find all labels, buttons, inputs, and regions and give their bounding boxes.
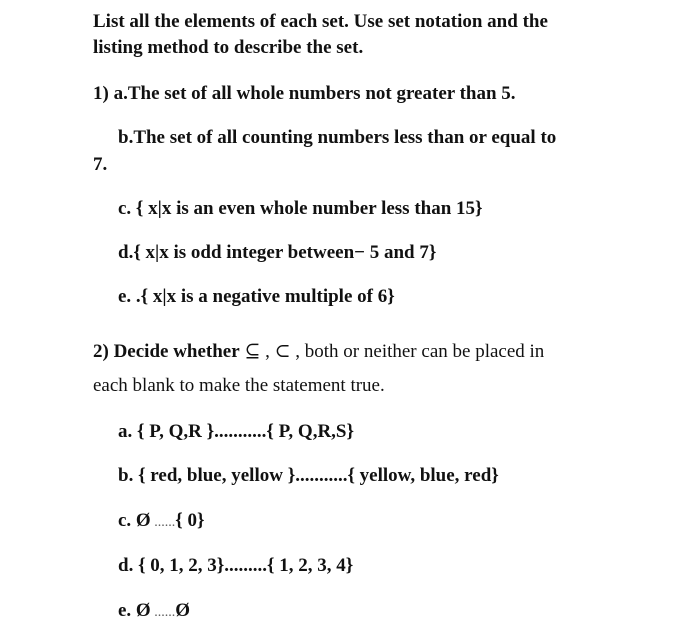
q1-b-line-1: b.The set of all counting numbers less than or equal to [118,127,557,148]
q2-c-set: { 0} [175,510,205,531]
q2-b: b. { red, blue, yellow }...........{ yellow, blue, red} [118,465,499,486]
q2-c-dots: ...... [150,515,176,530]
q1-b-line-2: 7. [93,154,108,175]
instructions-line-2: listing method to describe the set. [93,37,364,58]
q2-intro-bold: 2) Decide whether [93,341,240,362]
q2-e-end: Ø [175,600,190,621]
q1-e: e. .{ x|x is a negative multiple of 6} [118,286,395,307]
q2-subset-symbols: ⊆ , ⊂ [239,341,291,362]
q2-e-label: e. Ø [118,600,151,621]
q2-d: d. { 0, 1, 2, 3}.........{ 1, 2, 3, 4} [118,555,354,576]
q1-d: d.{ x|x is odd integer between− 5 and 7} [118,242,437,263]
q1-c: c. { x|x is an even whole number less than 15} [118,198,483,219]
q2-intro-line-1 [93,341,544,363]
q1-a: 1) a.The set of all whole numbers not greater than 5. [93,83,516,104]
q2-intro-line-2: each blank to make the statement true. [93,375,385,396]
instructions-line-1: List all the elements of each set. Use set notation and the [93,11,548,32]
q2-intro-rest: , both or neither can be placed in [290,341,545,362]
q2-e-dots: ...... [150,605,176,620]
q2-c-label: c. Ø [118,510,151,531]
q2-c [118,510,204,534]
q2-e [118,600,190,624]
q2-a: a. { P, Q,R }...........{ P, Q,R,S} [118,421,354,442]
